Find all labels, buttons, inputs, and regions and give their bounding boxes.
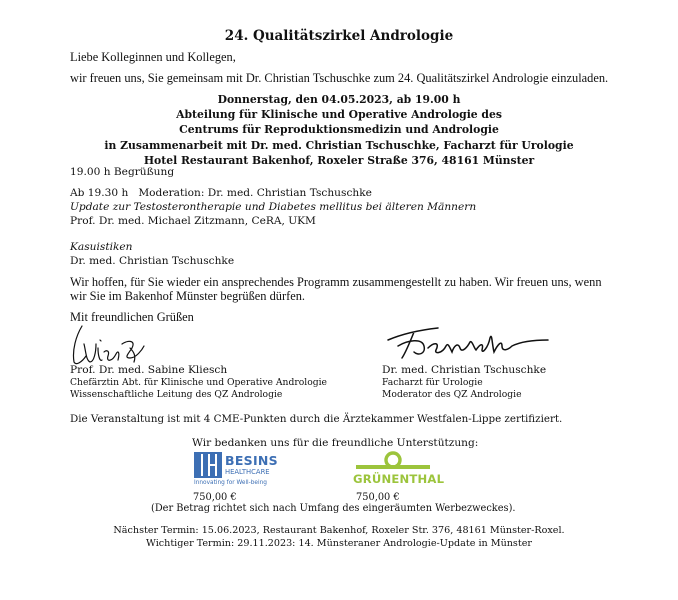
signatory-role-2a: Facharzt für Urologie <box>382 377 483 388</box>
signatory-role-1b: Wissenschaftliche Leitung des QZ Andrologie <box>70 389 283 400</box>
event-venue: Hotel Restaurant Bakenhof, Roxeler Straße 376, 48161 Münster <box>143 153 535 167</box>
greeting: Liebe Kolleginnen und Kollegen, <box>70 50 236 64</box>
intro-text: wir freuen uns, Sie gemeinsam mit Dr. Christian Tschuschke zum 24. Qualitätszirkel Andrologie einzuladen. <box>70 71 609 85</box>
event-date: Donnerstag, den 04.05.2023, ab 19.00 h <box>217 93 461 106</box>
event-center: Centrums für Reproduktionsmedizin und Andrologie <box>179 123 499 137</box>
gruenenthal-arch-icon <box>353 451 433 473</box>
next-date: Nächster Termin: 15.06.2023, Restaurant Bakenhof, Roxeler Str. 376, 48161 Münster-Roxel. <box>113 525 565 536</box>
besins-subname: HEALTHCARE <box>225 468 270 476</box>
certification-text: Die Veranstaltung ist mit 4 CME-Punkten durch die Ärztekammer Westfalen-Lippe zertifiziert. <box>70 413 563 425</box>
besins-mark-icon <box>194 452 222 478</box>
besins-logo <box>194 452 284 488</box>
besins-tagline: Innovating for Well-being <box>194 480 267 486</box>
event-info-block <box>0 92 678 168</box>
gruenenthal-name: GRÜNENTHAL <box>353 472 445 486</box>
important-date: Wichtiger Termin: 29.11.2023: 14. Münsteraner Andrologie-Update in Münster <box>146 538 532 549</box>
program-session <box>70 186 372 200</box>
signatory-name-2: Dr. med. Christian Tschuschke <box>382 364 547 376</box>
signatory-role-2b: Moderator des QZ Andrologie <box>382 389 522 400</box>
closing-text-line2: wir Sie im Bakenhof Münster begrüßen dürfen. <box>70 289 306 303</box>
sponsor-note: (Der Betrag richtet sich nach Umfang des eingeräumten Werbezweckes). <box>151 503 516 514</box>
signatory-name-1: Prof. Dr. med. Sabine Kliesch <box>70 364 228 376</box>
event-department: Abteilung für Klinische und Operative Andrologie des <box>176 108 502 122</box>
gruenenthal-logo <box>353 451 445 491</box>
event-cooperation: in Zusammenarbeit mit Dr. med. Christian Tschuschke, Facharzt für Urologie <box>104 138 574 152</box>
regards: Mit freundlichen Grüßen <box>70 310 194 324</box>
besins-name: BESINS <box>225 453 278 468</box>
cases-speaker: Dr. med. Christian Tschuschke <box>70 255 235 267</box>
cases-title: Kasuistiken <box>70 241 133 253</box>
signatory-role-1a: Chefärztin Abt. für Klinische und Operative Andrologie <box>70 377 327 388</box>
closing-text-line1: Wir hoffen, für Sie wieder ein ansprechendes Programm zusammengestellt zu haben. Wir freuen uns, wenn <box>70 275 602 289</box>
talk-speaker: Prof. Dr. med. Michael Zitzmann, CeRA, UKM <box>70 215 316 227</box>
signature-tschuschke-icon <box>384 324 554 362</box>
talk-title: Update zur Testosterontherapie und Diabetes mellitus bei älteren Männern <box>70 201 477 213</box>
document-title: 24. Qualitätszirkel Andrologie <box>224 28 454 44</box>
program-welcome: 19.00 h Begrüßung <box>70 166 175 178</box>
sponsor-amount-besins: 750,00 € <box>193 492 237 503</box>
sponsor-amount-gruenenthal: 750,00 € <box>356 492 400 503</box>
session-moderation: Moderation: Dr. med. Christian Tschuschke <box>138 187 372 199</box>
session-time: Ab 19.30 h <box>70 187 129 199</box>
sponsor-thanks: Wir bedanken uns für die freundliche Unterstützung: <box>192 437 479 449</box>
signature-kliesch-icon <box>68 322 158 368</box>
